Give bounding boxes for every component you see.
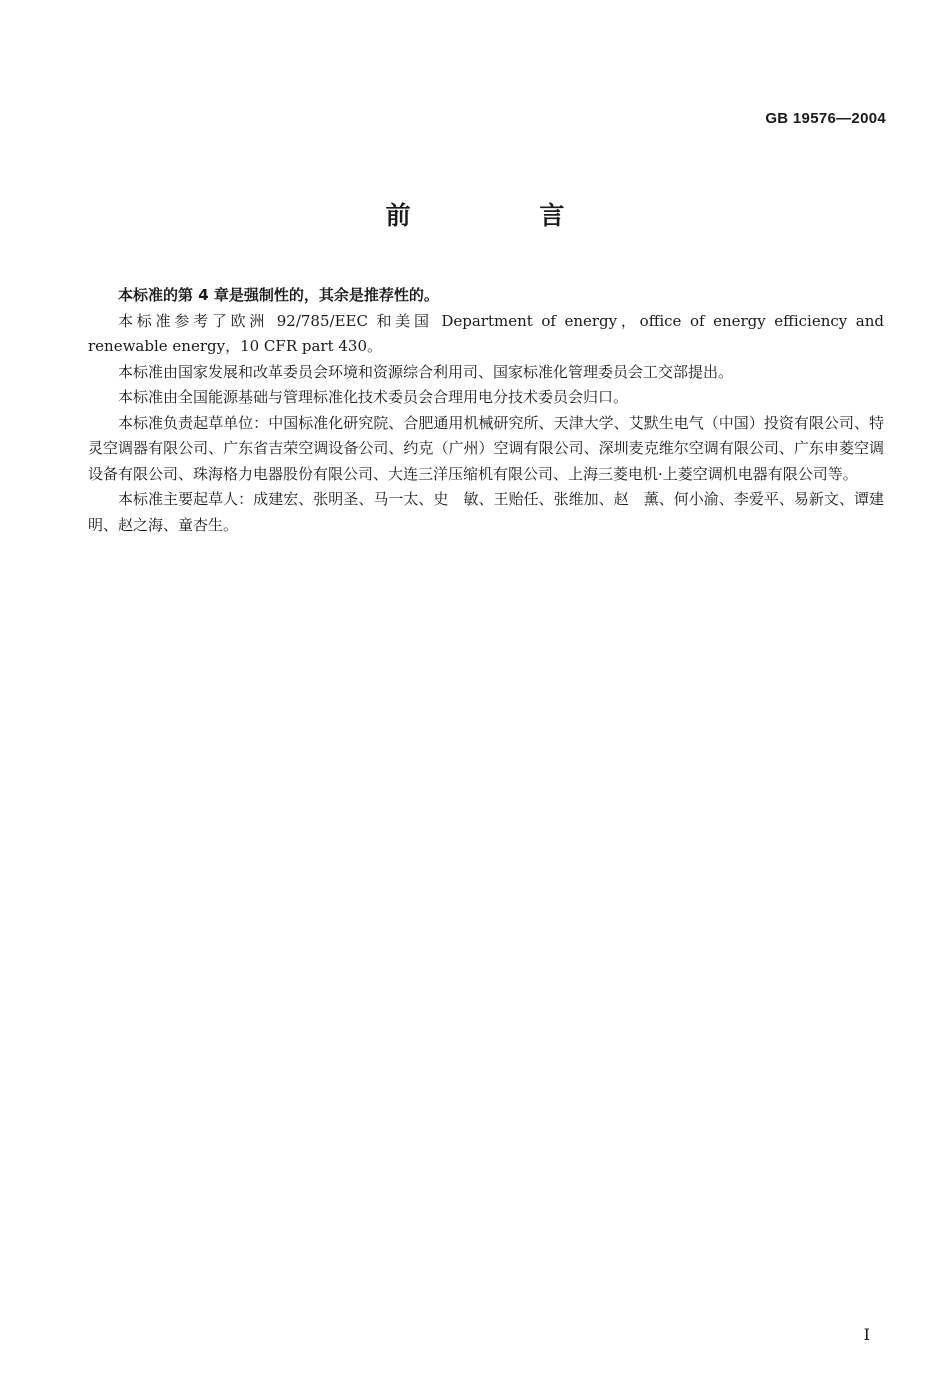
foreword-body [88,283,884,538]
paragraph-mandatory-clause: 本标准的第 4 章是强制性的，其余是推荐性的。 [118,286,439,304]
paragraph-responsible-committee: 本标准由全国能源基础与管理标准化技术委员会合理用电分技术委员会归口。 [118,388,629,406]
paragraph-drafting-units: 本标准负责起草单位：中国标准化研究院、合肥通用机械研究所、天津大学、艾默生电气（中国）投资有限公司、特灵空调器有限公司、广东省吉荣空调设备公司、约克（广州）空调有限公司、深圳麦克维尔空调有限公司、广东申菱空调设备有限公司、珠海格力电器股份有限公司、大连三洋压缩机有限公司、上海三菱电机·上菱空调机电器有限公司等。 [88,413,884,483]
standard-code: GB 19576—2004 [765,110,886,127]
paragraph-proposer: 本标准由国家发展和改革委员会环境和资源综合利用司、国家标准化管理委员会工交部提出。 [118,362,734,381]
paragraph-drafters: 本标准主要起草人：成建宏、张明圣、马一太、史 敏、王贻任、张维加、赵 薰、何小渝、李爱平、易新文、谭建明、赵之海、童杏生。 [88,490,884,534]
page-title: 前 言 [385,201,625,230]
paragraph-references: 本标准参考了欧洲 92/785/EEC 和美国 Department of energy，office of energy efficiency and renewable energy，10 CFR part 430。 [88,311,884,355]
page-number: I [863,1325,870,1344]
